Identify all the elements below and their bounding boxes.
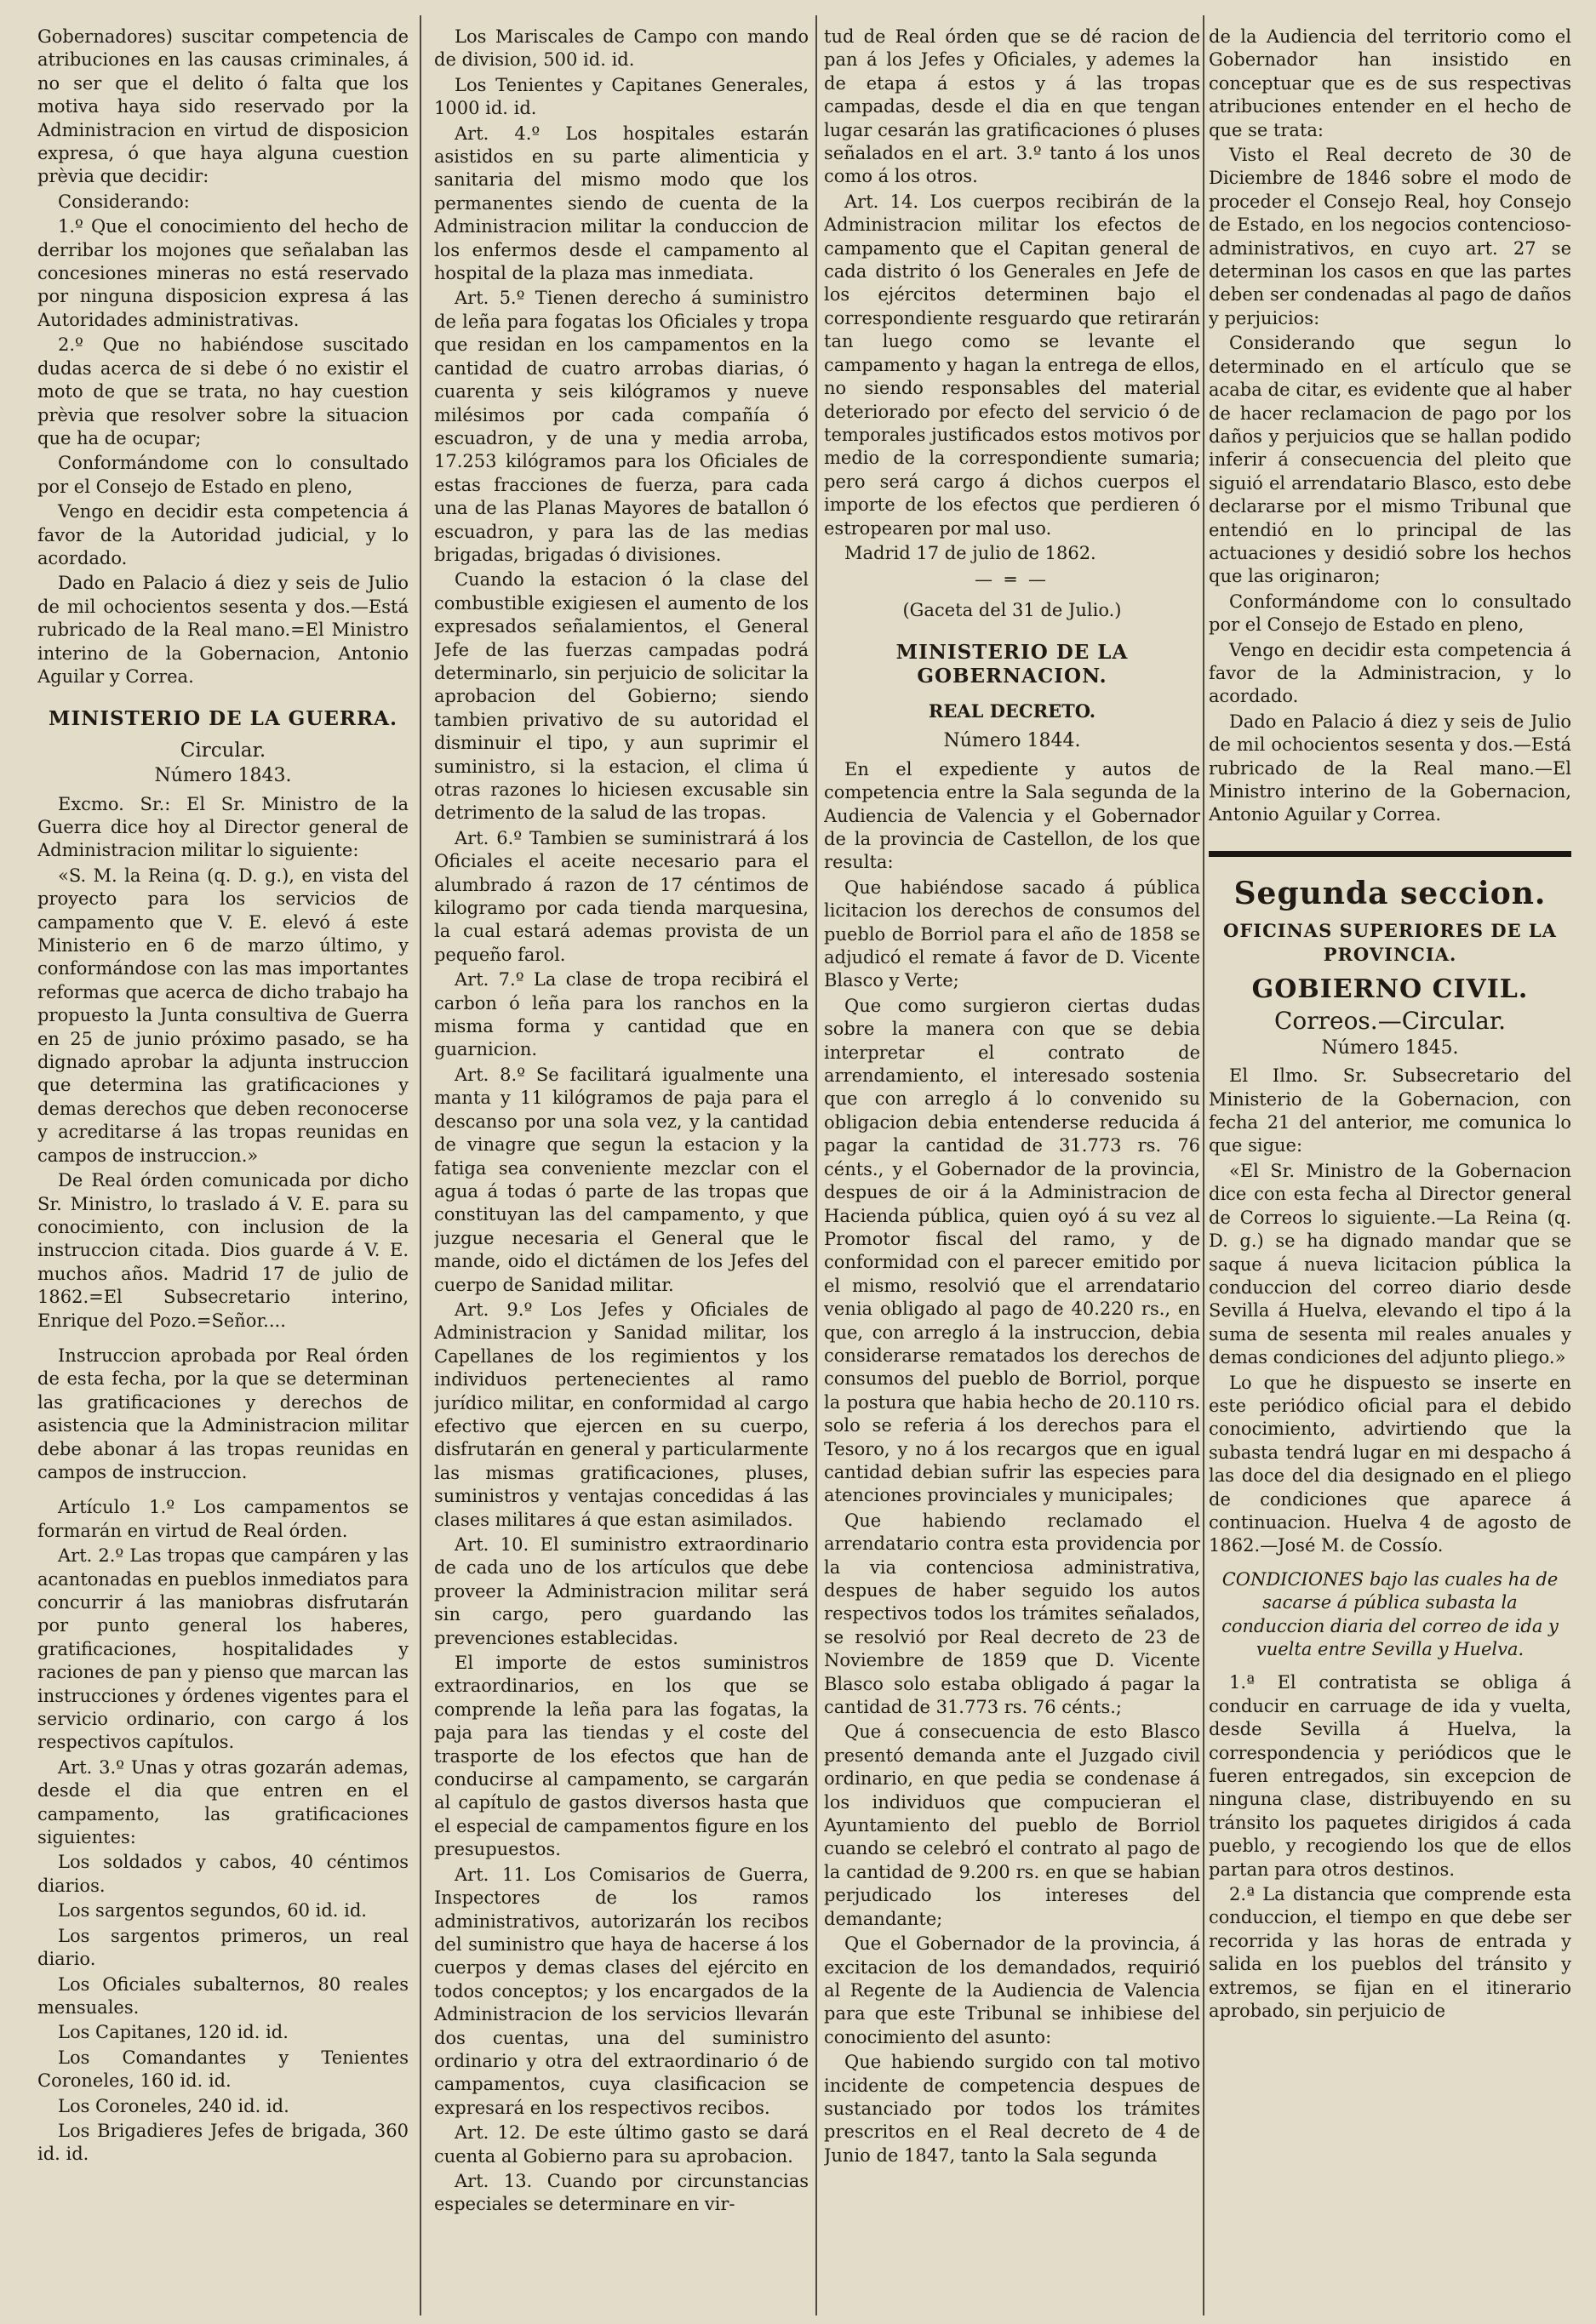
paragraph: El importe de estos suministros extraordinarios, en los que se comprende la leña para las fogatas, la paja para las tiendas y el coste del trasporte de los efectos que han de conducirse al campamento, se cargarán al capítulo de gastos diversos hasta que el especial de campamentos figure en los presupuestos. — [434, 1653, 809, 1860]
list-item: Los sargentos segundos, 60 id. id. — [58, 1900, 367, 1921]
list-item: Los soldados y cabos, 40 céntimos diarios. — [37, 1852, 409, 1896]
list-item: Los Comandantes y Tenientes Coroneles, 160 id. id. — [37, 2047, 409, 2092]
document-number: Número 1843. — [154, 765, 292, 787]
article: Art. 6.º Tambien se suministrará á los Oficiales el aceite necesario para el alumbrado á razon de 17 céntimos de kilogramo por cada tienda marquesina, la cual estará ademas provista de un pequeño farol. — [434, 827, 809, 965]
article: Artículo 1.º Los campamentos se formarán en virtud de Real órden. — [37, 1497, 409, 1541]
paragraph: «S. M. la Reina (q. D. g.), en vista del proyecto para los servicios de campamento que V. E. elevó á este Ministerio en 6 de marzo último, y conformándose con las mas importantes reformas que acerca de dicho trabajo ha propuesto la Junta consultiva de Guerra en 25 de junio próximo pasado, se ha dignado aprobar la adjunta instruccion que determina las gratificaciones y demas derechos que deben reconocerse y acreditarse á las tropas reunidas en campos de instruccion.» — [37, 865, 409, 1166]
section-heading: MINISTERIO DE LA GUERRA. — [49, 707, 398, 731]
list-item: Los Mariscales de Campo con mando de division, 500 id. id. — [434, 26, 809, 71]
paragraph: tud de Real órden que se dé racion de pan á los Jefes y Oficiales, y ademes la de etapa á estos y á las tropas campadas, desde el dia en que tengan lugar cesarán las gratificaciones ó pluses señalados en el art. 3.º tanto á los unos como á los otros. — [824, 26, 1200, 187]
paragraph: Visto el Real decreto de 30 de Diciembre de 1846 sobre el modo de proceder el Consejo Real, hoy Consejo de Estado, en los negocios contencioso-administrativos, en cuyo art. 27 se determinan los casos en que las partes deben ser condenadas al pago de daños y perjuicios: — [1209, 145, 1571, 328]
gazette-reference: (Gaceta del 31 de Julio.) — [902, 599, 1122, 620]
decree-title: REAL DECRETO. — [928, 699, 1096, 722]
column-rule — [1203, 15, 1204, 2315]
article: Art. 10. El suministro extraordinario de cada uno de los artículos que debe proveer la Administracion militar será sin cargo, pero guardando las prevenciones establecidas. — [434, 1534, 809, 1648]
paragraph: «El Sr. Ministro de la Gobernacion dice con esta fecha al Director general de Correos lo siguiente.—La Reina (q. D. g.) se ha dignado mandar que se saque á nueva licitacion pública la conduccion del correo diario desde Sevilla á Huelva, elevando el tipo á la suma de sesenta mil reales anuales y demas condiciones del adjunto pliego.» — [1209, 1160, 1571, 1368]
paragraph: Que habiendo reclamado el arrendatario contra esta providencia por la via contenciosa administrativa, despues de haber seguido los autos respectivos todos los trámites señalados, se resolvió por Real decreto de 23 de Noviembre de 1859 que D. Vicente Blasco solo estaba obligado á pagar la cantidad de 31.773 rs. 76 cénts.; — [824, 1510, 1200, 1718]
column-rule — [420, 15, 421, 2315]
column-4 — [1209, 26, 1571, 2307]
paragraph: Lo que he dispuesto se inserte en este periódico oficial para el debido conocimiento, advirtiendo que la subasta tendrá lugar en mi despacho á las doce del dia designado en el pliego de condiciones que aparece á continuacion. Huelva 4 de agosto de 1862.—José M. de Cossío. — [1209, 1372, 1571, 1556]
paragraph: Vengo en decidir esta competencia á favor de la Autoridad judicial, y lo acordado. — [37, 501, 409, 568]
condition: 1.ª El contratista se obliga á conducir en carruage de ida y vuelta, desde Sevilla á Huelva, la correspondencia y periódicos que le fueren entregados, sin excepcion de ninguna clase, distribuyendo en su tránsito los paquetes dirigidos á cada pueblo, y recogiendo los que de ellos partan para otros destinos. — [1209, 1672, 1571, 1880]
article: Art. 3.º Unas y otras gozarán ademas, desde el dia que entren en el campamento, las gratificaciones siguientes: — [37, 1756, 409, 1848]
article: Art. 12. De este último gasto se dará cuenta al Gobierno para su aprobacion. — [434, 2122, 809, 2167]
article: Art. 5.º Tienen derecho á suministro de leña para fogatas los Oficiales y tropa que residan en los campamentos en la cantidad de cuatro arrobas diarias, ó cuarenta y seis kilógramos y nueve milésimos por cada compañía ó escuadron, y de una y media arroba, 17.253 kilógramos para los Oficiales de estas fracciones de fuerza, para cada una de las Planas Mayores de batallon ó escuadron, y para las de las medias brigadas, brigadas ó divisiones. — [434, 288, 809, 565]
paragraph: Que el Gobernador de la provincia, á excitacion de los demandados, requirió al Regente de la Audiencia de Valencia para que este Tribunal se inhibiese del conocimiento del asunto: — [824, 1933, 1200, 2047]
condition: 2.ª La distancia que comprende esta conduccion, el tiempo en que debe ser recorrida y las horas de entrada y salida en los pueblos del tránsito y extremos, se fijan en el itinerario aprobado, sin perjuicio de — [1209, 1884, 1571, 2022]
paragraph: Conformándome con lo consultado por el Consejo de Estado en pleno, — [1209, 591, 1571, 636]
paragraph: Que á consecuencia de esto Blasco presentó demanda ante el Juzgado civil ordinario, en que pedia se condenase á los individuos que compucieran el Ayuntamiento del pueblo de Borriol cuando se celebró el contrato al pago de la cantidad de 9.200 rs. en que se habian perjudicado los intereses del demandante; — [824, 1722, 1200, 1929]
document-number: Número 1844. — [943, 730, 1081, 752]
article: Art. 14. Los cuerpos recibirán de la Administracion militar los efectos de campamento que el Capitan general de cada distrito ó los Generales en Jefe de los ejércitos determinen bajo el correspondiente resguardo que retirarán tan luego como se levante el campamento y hagan la entrega de ellos, no siendo responsables del material deteriorado por efecto del servicio ó de temporales justificados estos motivos por medio de la correspondiente sumaria; pero será cargo á dichos cuerpos el importe de los efectos que perdieren ó estropearen por mal uso. — [824, 191, 1200, 539]
paragraph: De Real órden comunicada por dicho Sr. Ministro, lo traslado á V. E. para su conocimiento, con inclusion de la instruccion citada. Dios guarde á V. E. muchos años. Madrid 17 de julio de 1862.=El Subsecretario interino, Enrique del Pozo.=Señor.... — [37, 1170, 409, 1331]
article: Art. 4.º Los hospitales estarán asistidos en su parte alimenticia y sanitaria del mismo modo que los permanentes siendo de cuenta de la Administracion militar la conduccion de los enfermos desde el campamento al hospital de la plaza mas inmediata. — [434, 123, 809, 284]
article: Art. 13. Cuando por circunstancias especiales se determinare en vir- — [434, 2170, 809, 2215]
paragraph: 1.º Que el conocimiento del hecho de derribar los mojones que señalaban las concesiones mineras no está reservado por ninguna disposicion expresa á las Autoridades administrativas. — [37, 216, 409, 330]
paragraph: Considerando que segun lo determinado en el artículo que se acaba de citar, es evidente que al haber de hacer reclamacion de pago por los daños y perjuicios que se hallan podido inferir á consecuencia del pleito que siguió el arrendatario Blasco, esto debe declararse por el mismo Tribunal que entendió en lo principal de las actuaciones y desidió sobre los hechos que las originaron; — [1209, 333, 1571, 587]
article: Art. 11. Los Comisarios de Guerra, Inspectores de los ramos administrativos, autorizarán los recibos del suministro que haya de hacerse á los cuerpos y demas clases del ejército en todos conceptos; y los encargados de la Administracion de los servicios llevarán dos cuentas, una del suministro ordinario y otra del extraordinario ó de campamentos, cuya clasificacion se expresará en los respectivos recibos. — [434, 1864, 809, 2118]
column-1 — [37, 26, 409, 2307]
section-heading: OFICINAS SUPERIORES DE LA PROVINCIA. — [1223, 920, 1557, 965]
paragraph: Dado en Palacio á diez y seis de Julio de mil ochocientos sesenta y dos.—Está rubricado de la Real mano.—El Ministro interino de la Gobernacion, Antonio Aguilar y Correa. — [1209, 711, 1571, 825]
list-item: Los Oficiales subalternos, 80 reales mensuales. — [37, 1973, 409, 2018]
paragraph: Gobernadores) suscitar competencia de atribuciones en las causas criminales, á no ser que el delito ó falta que los motiva haya sido reservado por la Administracion en virtud de disposicion expresa, ó que haya alguna cuestion prèvia que decidir: — [37, 26, 409, 187]
paragraph: Que como surgieron ciertas dudas sobre la manera con que se debia interpretar el contrato de arrendamiento, el interesado sostenia que con arreglo á lo convenido su obligacion debia entenderse reducida á pagar la cantidad de 31.773 rs. 76 cénts., y el Gobernador de la provincia, despues de oir á la Administracion de Hacienda pública, quien oyó á su vez al Promotor fiscal del ramo, y de conformidad con el parecer emitido por el mismo, resolvió que el arrendatario venia obligado al pago de 40.220 rs., en que, con arreglo á la instruccion, debia considerarse rematados los derechos de consumos del pueblo de Borriol, porque la postura que habia hecho de 20.110 rs. solo se referia á los derechos para el Tesoro, y no á los recargos que en igual cantidad debian sufrir las especies para atenciones provinciales y municipales; — [824, 995, 1200, 1506]
paragraph: El Ilmo. Sr. Subsecretario del Ministerio de la Gobernacion, con fecha 21 del anterior, me comunica lo que sigue: — [1209, 1065, 1571, 1156]
paragraph: Excmo. Sr.: El Sr. Ministro de la Guerra dice hoy al Director general de Administracion militar lo siguiente: — [37, 793, 409, 861]
paragraph: Que habiéndose sacado á pública licitacion los derechos de consumos del pueblo de Borriol para el año de 1858 se adjudicó el remate á favor de D. Vicente Blasco y Verte; — [824, 876, 1200, 991]
office-title: GOBIERNO CIVIL. — [1251, 974, 1529, 1005]
section-title: Segunda seccion. — [1233, 875, 1547, 911]
paragraph: 2.º Que no habiéndose suscitado dudas acerca de si debe ó no existir el moto de que se trata, no hay cuestion prèvia que resolver sobre la situacion que ha de ocupar; — [37, 334, 409, 448]
circular-title: Correos.—Circular. — [1273, 1007, 1507, 1036]
paragraph: En el expediente y autos de competencia entre la Sala segunda de la Audiencia de Valencia y el Gobernador de la provincia de Castellon, de los que resulta: — [824, 758, 1200, 873]
article: Art. 2.º Las tropas que campáren y las acantonadas en pueblos inmediatos para concurrir á las maniobras disfrutarán por punto general los haberes, gratificaciones, hospitalidades y raciones de pan y pienso que marcan las instrucciones y órdenes vigentes para el servicio ordinario, con cargo á los respectivos capítulos. — [37, 1545, 409, 1753]
paragraph: Que habiendo surgido con tal motivo incidente de competencia despues de sustanciado por todos los trámites prescritos en el Real decreto de 4 de Junio de 1847, tanto la Sala segunda — [824, 2052, 1200, 2166]
section-divider — [1209, 851, 1571, 857]
document-number: Número 1845. — [1321, 1036, 1459, 1059]
list-item: Los Coroneles, 240 id. id. — [58, 2095, 289, 2116]
circular-title: Circular. — [180, 739, 266, 762]
paragraph: Dado en Palacio á diez y seis de Julio de mil ochocientos sesenta y dos.—Está rubricado de la Real mano.=El Ministro interino de la Gobernacion, Antonio Aguilar y Correa. — [37, 573, 409, 687]
instruction-title: Instruccion aprobada por Real órden de esta fecha, por la que se determinan las gratificaciones y derechos de asistencia que la Administracion militar debe abonar á las tropas reunidas en campos de instruccion. — [37, 1345, 409, 1482]
article: Art. 8.º Se facilitará igualmente una manta y 11 kilógramos de paja para el descanso por una sola vez, y la cantidad de vinagre que segun la estacion y la fatiga sea conveniente mezclar con el agua á todas ó parte de las tropas que constituyan las del campamento, y que juzgue necesaria el General que le mande, oido el dictámen de los Jefes del cuerpo de Sanidad militar. — [434, 1064, 809, 1295]
column-rule — [815, 15, 817, 2315]
separator: — ═ — — [975, 569, 1050, 591]
list-item: Los Brigadieres Jefes de brigada, 360 id. id. — [37, 2120, 409, 2165]
column-2 — [434, 26, 809, 2307]
list-item: Los sargentos primeros, un real diario. — [37, 1925, 409, 1970]
paragraph: Conformándome con lo consultado por el Consejo de Estado en pleno, — [37, 453, 409, 497]
article: Art. 9.º Los Jefes y Oficiales de Administracion y Sanidad militar, los Capellanes de los regimientos y los individuos pertenecientes al ramo jurídico militar, en conformidad al cargo efectivo que ejercen en su cuerpo, disfrutarán en general y particularmente las mismas gratificaciones, pluses, suministros y ventajas concedidas á las clases militares á que estan asimilados. — [434, 1299, 809, 1530]
dateline: Madrid 17 de julio de 1862. — [844, 542, 1096, 563]
paragraph: Cuando la estacion ó la clase del combustible exigiesen el aumento de los expresados señalamientos, el General Jefe de las fuerzas campadas podrá determinarlo, sin perjuicio de solicitar la aprobacion del Gobierno; siendo tambien privativo de su autoridad el disminuir el tipo, y aun suprimir el suministro, si la estacion, el clima ú otras razones lo hiciesen excusable sin detrimento de la salud de las tropas. — [434, 569, 809, 824]
column-3 — [824, 26, 1200, 2307]
section-heading: MINISTERIO DE LA GOBERNACION. — [895, 641, 1129, 688]
list-item: Los Tenientes y Capitanes Generales, 1000 id. id. — [434, 74, 809, 119]
paragraph: Considerando: — [58, 191, 190, 212]
paragraph: de la Audiencia del territorio como el Gobernador han insistido en conceptuar que es de sus respectivas atribuciones entender en el hecho de que se trata: — [1209, 26, 1571, 140]
conditions-title: CONDICIONES bajo las cuales ha de sacarse á pública subasta la conduccion diaria del correo de ida y vuelta entre Sevilla y Huelva. — [1221, 1568, 1559, 1659]
paragraph: Vengo en decidir esta competencia á favor de la Administracion, y lo acordado. — [1209, 639, 1571, 707]
article: Art. 7.º La clase de tropa recibirá el carbon ó leña para los ranchos en la misma forma y cantidad que en guarnicion. — [434, 969, 809, 1060]
list-item: Los Capitanes, 120 id. id. — [58, 2022, 289, 2043]
